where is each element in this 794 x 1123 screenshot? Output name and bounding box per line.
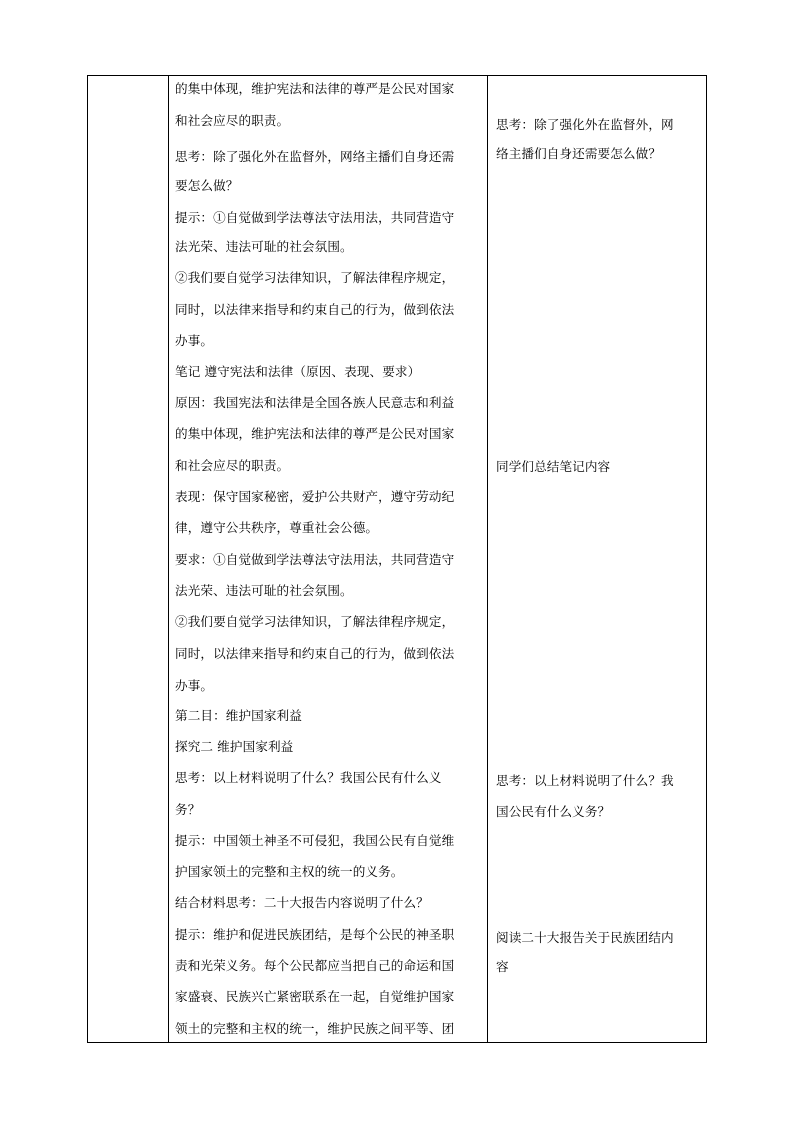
content-line: ②我们要自觉学习法律知识，了解法律程序规定， — [175, 270, 455, 285]
student-activity-cell — [489, 76, 706, 1042]
column-divider — [487, 76, 488, 1042]
content-line: 的集中体现，维护宪法和法律的尊严是公民对国家 — [175, 81, 455, 96]
content-line: 家盛衰、民族兴亡紧密联系在一起，自觉维护国家 — [175, 989, 455, 1004]
lesson-plan-table — [87, 75, 707, 1043]
content-line: 原因：我国宪法和法律是全国各族人民意志和利益 — [175, 395, 455, 410]
activity-line: 同学们总结笔记内容 — [496, 459, 611, 474]
content-line: 要求：①自觉做到学法尊法守法用法，共同营造守 — [175, 552, 455, 567]
content-line: 和社会应尽的职责。 — [175, 458, 290, 473]
left-column-cell — [88, 76, 168, 1042]
content-line: 提示：①自觉做到学法尊法守法用法，共同营造守 — [175, 210, 455, 225]
content-line: 领土的完整和主权的统一，维护民族之间平等、团 — [175, 1021, 455, 1036]
content-line: 的集中体现，维护宪法和法律的尊严是公民对国家 — [175, 426, 455, 441]
activity-line: 思考：以上材料说明了什么？我 — [496, 773, 674, 788]
content-line: ②我们要自觉学习法律知识，了解法律程序规定， — [175, 614, 455, 629]
content-line: 责和光荣义务。每个公民都应当把自己的命运和国 — [175, 958, 455, 973]
activity-line: 思考：除了强化外在监督外，网 — [496, 117, 674, 132]
content-line: 办事。 — [175, 333, 214, 348]
content-line: 同时，以法律来指导和约束自己的行为，做到依法 — [175, 302, 455, 317]
notes-heading: 笔记 遵守宪法和法律（原因、表现、要求） — [175, 364, 421, 379]
teaching-content-cell — [170, 76, 487, 1042]
content-line: 提示：中国领土神圣不可侵犯，我国公民有自觉维 — [175, 833, 455, 848]
content-line: 表现：保守国家秘密，爱护公共财产，遵守劳动纪 — [175, 489, 455, 504]
content-line: 和社会应尽的职责。 — [175, 113, 290, 128]
content-line: 思考：以上材料说明了什么？我国公民有什么义 — [175, 770, 442, 785]
content-line: 同时，以法律来指导和约束自己的行为，做到依法 — [175, 646, 455, 661]
content-line: 结合材料思考：二十大报告内容说明了什么？ — [175, 895, 429, 910]
content-line: 办事。 — [175, 678, 214, 693]
activity-line: 容 — [496, 959, 509, 974]
section-heading: 第二目：维护国家利益 — [175, 708, 302, 723]
content-line: 法光荣、违法可耻的社会氛围。 — [175, 239, 353, 254]
content-line: 要怎么做？ — [175, 178, 239, 193]
content-line: 律，遵守公共秩序，尊重社会公德。 — [175, 520, 379, 535]
activity-line: 国公民有什么义务？ — [496, 804, 611, 819]
column-divider — [168, 76, 169, 1042]
activity-line: 阅读二十大报告关于民族团结内 — [496, 930, 674, 945]
activity-line: 络主播们自身还需要怎么做？ — [496, 146, 662, 161]
content-line: 务？ — [175, 802, 201, 817]
section-heading: 探究二 维护国家利益 — [175, 739, 294, 754]
content-line: 提示：维护和促进民族团结，是每个公民的神圣职 — [175, 927, 455, 942]
content-line: 思考：除了强化外在监督外，网络主播们自身还需 — [175, 149, 455, 164]
content-line: 法光荣、违法可耻的社会氛围。 — [175, 583, 353, 598]
content-line: 护国家领土的完整和主权的统一的义务。 — [175, 864, 404, 879]
